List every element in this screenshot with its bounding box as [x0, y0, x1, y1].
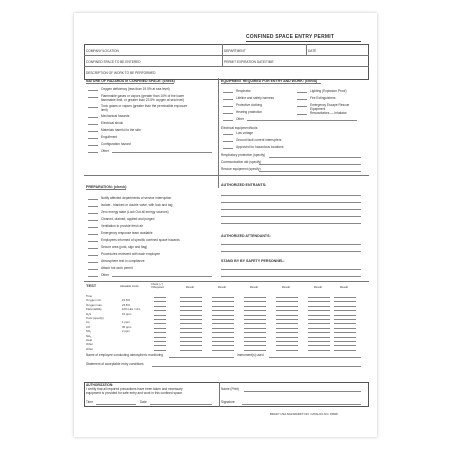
respiratory-field[interactable]: Respiratory protection (specify) — [221, 153, 266, 157]
signature-line[interactable] — [242, 404, 361, 405]
prep-item: Ventilation to provide fresh air — [101, 224, 143, 228]
test-result-blank[interactable] — [276, 319, 298, 320]
test-limit: 35 ppm — [122, 324, 132, 329]
entrants-heading: AUTHORIZED ENTRANTS: — [221, 183, 267, 187]
test-result-blank[interactable] — [244, 315, 266, 316]
test-result-blank[interactable] — [276, 345, 298, 346]
test-row-label: Oxygen max. — [86, 302, 103, 307]
test-result-blank[interactable] — [180, 310, 202, 311]
check-header: Check (✓) — [151, 283, 163, 286]
test-result-blank[interactable] — [180, 301, 202, 302]
test-result-blank[interactable] — [334, 350, 356, 351]
check-blank[interactable] — [88, 152, 98, 153]
test-result-blank[interactable] — [334, 301, 356, 302]
test-result-blank[interactable] — [276, 341, 298, 342]
check-blank[interactable] — [297, 99, 307, 100]
check-blank[interactable] — [223, 134, 233, 135]
expiration-field[interactable]: PERMIT EXPIRATION DATE/TIME — [224, 60, 274, 64]
electrical-item: Low voltage — [236, 131, 254, 135]
test-result-blank[interactable] — [276, 297, 298, 298]
check-blank[interactable] — [88, 90, 98, 91]
test-result-blank[interactable] — [276, 332, 298, 333]
test-result-blank[interactable] — [244, 306, 266, 307]
check-blank[interactable] — [88, 262, 98, 263]
test-top-divider — [84, 281, 369, 282]
entrant-line[interactable] — [221, 209, 361, 210]
test-limit: 19.5% — [122, 298, 130, 303]
instrument-line-label: Instrument(s) used — [237, 353, 264, 357]
hazard-item: Oxygen deficiency (less than 19.5% at sea level) — [101, 87, 170, 91]
test-result-blank[interactable] — [212, 323, 234, 324]
test-check-blank[interactable] — [154, 337, 166, 338]
check-blank[interactable] — [88, 248, 98, 249]
preparation-heading: PREPARATION: (check) — [86, 185, 127, 189]
authorization-heading: AUTHORIZATION: — [86, 383, 114, 387]
check-blank[interactable] — [88, 276, 98, 277]
test-result-blank[interactable] — [308, 301, 330, 302]
check-blank[interactable] — [88, 145, 98, 146]
test-check-blank[interactable] — [154, 323, 166, 324]
electrical-item: Ground fault current interrupters — [236, 138, 282, 142]
test-check-blank[interactable] — [154, 328, 166, 329]
test-result-blank[interactable] — [308, 332, 330, 333]
test-result-blank[interactable] — [212, 297, 234, 298]
attendant-line[interactable] — [221, 244, 361, 245]
result-header: Result — [282, 285, 290, 289]
test-result-blank[interactable] — [180, 315, 202, 316]
test-check-blank[interactable] — [154, 301, 166, 302]
test-result-blank[interactable] — [244, 332, 266, 333]
check-blank[interactable] — [223, 99, 233, 100]
equipment-item: Hearing protection — [236, 110, 263, 114]
check-blank[interactable] — [88, 117, 98, 118]
prep-item: Atmosphere test in compliance — [101, 259, 145, 263]
prep-item: Notify affected departments of service interruption — [101, 196, 172, 200]
test-result-blank[interactable] — [180, 332, 202, 333]
check-blank[interactable] — [223, 113, 233, 114]
test-result-blank[interactable] — [308, 306, 330, 307]
top-vertical-divider — [222, 44, 223, 66]
check-blank[interactable] — [88, 131, 98, 132]
equipment-item: Protective clothing — [236, 103, 263, 107]
test-result-blank[interactable] — [308, 345, 330, 346]
test-result-blank[interactable] — [212, 345, 234, 346]
test-result-blank[interactable] — [334, 328, 356, 329]
test-result-blank[interactable] — [334, 315, 356, 316]
test-result-blank[interactable] — [334, 306, 356, 307]
prep-item: Zero energy state (Lock Out all energy sources) — [101, 210, 169, 214]
test-result-blank[interactable] — [212, 319, 234, 320]
hazards-heading: NATURE OF HAZARDS in CONFINED SPACE: (check) — [86, 79, 175, 83]
footer-catalog: BRADY USA SIGNMARK® DIV. CATALOG NO. 45608 — [270, 412, 338, 416]
name-line[interactable] — [244, 391, 361, 392]
test-result-blank[interactable] — [212, 341, 234, 342]
prep-item: Cleaned, drained, applied and purged — [101, 217, 155, 221]
hazard-item: Mechanical hazards — [101, 114, 130, 118]
check-blank[interactable] — [223, 148, 233, 149]
prep-item: Procedures reviewed with each employee — [101, 252, 160, 256]
company-field[interactable]: COMPANY/LOCATION — [86, 49, 119, 53]
test-result-blank[interactable] — [334, 310, 356, 311]
electrical-label: Electrical equipment/tools — [221, 126, 258, 130]
test-result-blank[interactable] — [276, 350, 298, 351]
authorization-text: I certify that all required precautions have been taken and necessary — [86, 387, 183, 391]
test-result-blank[interactable] — [308, 341, 330, 342]
auth-divider — [219, 382, 220, 407]
test-result-blank[interactable] — [212, 337, 234, 338]
equipment-item: Lighting (Explosion Proof) — [310, 89, 347, 93]
if-required-header: If Required — [151, 286, 164, 289]
test-check-blank[interactable] — [154, 297, 166, 298]
check-blank[interactable] — [88, 213, 98, 214]
other-blank[interactable] — [112, 152, 212, 153]
top-divider-1 — [84, 55, 369, 56]
test-result-blank[interactable] — [180, 328, 202, 329]
test-result-blank[interactable] — [308, 323, 330, 324]
test-result-blank[interactable] — [212, 315, 234, 316]
check-blank[interactable] — [223, 141, 233, 142]
prep-item: Isolate - blanked or double valve, with lock and tag — [101, 203, 173, 207]
check-blank[interactable] — [88, 227, 98, 228]
prep-item: Other — [101, 273, 109, 277]
check-blank[interactable] — [88, 124, 98, 125]
check-blank[interactable] — [223, 106, 233, 107]
test-result-blank[interactable] — [308, 350, 330, 351]
test-result-blank[interactable] — [334, 323, 356, 324]
prep-item: Attach hot work permit — [101, 266, 133, 270]
check-blank[interactable] — [297, 114, 307, 115]
check-blank[interactable] — [88, 234, 98, 235]
test-result-blank[interactable] — [180, 337, 202, 338]
test-result-blank[interactable] — [244, 345, 266, 346]
hazard-item: Flammable gases or vapors (greater than 10% of the lower — [101, 94, 185, 98]
time-field[interactable]: Time — [86, 400, 93, 404]
section-divider — [218, 78, 219, 188]
test-result-blank[interactable] — [244, 328, 266, 329]
test-result-blank[interactable] — [308, 310, 330, 311]
equipment-heading: EQUIPMENT REQUIRED FOR ENTRY AND WORK: (check) — [221, 79, 318, 83]
test-result-blank[interactable] — [334, 297, 356, 298]
form-title: CONFINED SPACE ENTRY PERMIT — [246, 34, 335, 40]
test-limit: 1 ppm — [122, 320, 130, 325]
test-row-label: Flammability — [86, 307, 102, 312]
title-underline — [246, 41, 361, 42]
equipment-item: Equipment — [310, 107, 326, 111]
instrument-line[interactable] — [269, 357, 361, 358]
time-line[interactable] — [96, 404, 136, 405]
hazard-item: limit) — [101, 108, 108, 112]
test-row-label: Cl₂ — [86, 320, 90, 325]
hazard-item: Toxic gases or vapors (greater than the permissible exposure — [101, 104, 188, 108]
fill-line[interactable] — [269, 157, 361, 158]
date-auth-field[interactable]: Date — [140, 400, 147, 404]
date-field[interactable]: DATE — [308, 49, 317, 53]
test-result-blank[interactable] — [244, 301, 266, 302]
result-header: Result — [218, 285, 226, 289]
equipment-item: Lifeline and safety harness — [236, 96, 274, 100]
entrant-line[interactable] — [221, 223, 361, 224]
test-check-blank[interactable] — [154, 345, 166, 346]
test-result-blank[interactable] — [180, 297, 202, 298]
check-blank[interactable] — [297, 92, 307, 93]
signature-field[interactable]: Signature — [221, 400, 235, 404]
test-check-blank[interactable] — [154, 341, 166, 342]
test-result-blank[interactable] — [276, 310, 298, 311]
test-heading: TEST — [86, 283, 97, 288]
hazard-item: Engulfment — [101, 135, 118, 139]
check-blank[interactable] — [88, 199, 98, 200]
test-result-blank[interactable] — [308, 337, 330, 338]
test-row-label: SO₂ — [86, 329, 92, 334]
test-result-blank[interactable] — [276, 315, 298, 316]
authorization-text: equipment is provided for safe entry and work in this confined space. — [86, 391, 183, 395]
test-row-label: Heat — [86, 338, 92, 342]
top-vertical-divider-2 — [306, 44, 307, 55]
check-blank[interactable] — [88, 269, 98, 270]
allowable-header: Allowable Limits — [120, 285, 139, 288]
test-result-blank[interactable] — [276, 337, 298, 338]
test-result-blank[interactable] — [244, 319, 266, 320]
test-check-blank[interactable] — [154, 315, 166, 316]
test-row-label: NH₃ — [86, 333, 92, 338]
result-header: Result — [340, 285, 348, 289]
test-row-label: Other — [86, 342, 93, 347]
rescue-field[interactable]: Rescue equipment (specify) — [221, 167, 261, 171]
test-row-label: Toxic (specify) — [86, 316, 104, 320]
test-result-blank[interactable] — [244, 297, 266, 298]
date-line[interactable] — [150, 404, 212, 405]
test-result-blank[interactable] — [180, 345, 202, 346]
test-result-blank[interactable] — [276, 301, 298, 302]
test-result-blank[interactable] — [212, 301, 234, 302]
test-result-blank[interactable] — [334, 337, 356, 338]
test-check-blank[interactable] — [154, 310, 166, 311]
test-result-blank[interactable] — [276, 328, 298, 329]
other-blank[interactable] — [247, 120, 357, 121]
check-blank[interactable] — [88, 97, 98, 98]
test-limit: 10% LEL / LFL — [122, 307, 141, 312]
test-row-label: CO — [86, 324, 91, 329]
test-result-blank[interactable] — [180, 323, 202, 324]
test-row-label: Time — [86, 294, 93, 298]
check-blank[interactable] — [88, 220, 98, 221]
check-blank[interactable] — [223, 92, 233, 93]
hazard-item: Materials harmful to the skin — [101, 128, 141, 132]
test-result-blank[interactable] — [212, 332, 234, 333]
test-result-blank[interactable] — [308, 297, 330, 298]
test-row-label: Oxygen min. — [86, 298, 102, 303]
test-limit: 2 ppm — [122, 329, 130, 334]
test-result-blank[interactable] — [244, 337, 266, 338]
test-result-blank[interactable] — [244, 323, 266, 324]
equipment-item: Fire Extinguishers — [310, 96, 336, 100]
test-result-blank[interactable] — [244, 310, 266, 311]
hazard-item: flammable limit, or greater than 23.5% oxygen at sea level) — [101, 98, 185, 102]
equipment-item: Respirator — [236, 89, 251, 93]
test-limit: 23.5% — [122, 302, 130, 307]
check-blank[interactable] — [88, 206, 98, 207]
test-result-blank[interactable] — [334, 345, 356, 346]
entrant-line[interactable] — [221, 216, 361, 217]
description-field[interactable]: DESCRIPTION OF WORK TO BE PERFORMED — [86, 71, 156, 75]
hazard-item: Configuration hazard — [101, 142, 131, 146]
equipment-item: Emergency Escape Rescue — [310, 103, 350, 107]
test-check-blank[interactable] — [154, 319, 166, 320]
name-print-field[interactable]: Name (Print) — [221, 387, 240, 391]
test-result-blank[interactable] — [334, 319, 356, 320]
test-result-blank[interactable] — [334, 341, 356, 342]
test-check-blank[interactable] — [154, 332, 166, 333]
test-row-label: Other — [86, 346, 93, 351]
hazards-heading-underline — [86, 83, 174, 84]
test-result-blank[interactable] — [334, 332, 356, 333]
standby-line[interactable] — [221, 276, 361, 277]
test-result-blank[interactable] — [180, 341, 202, 342]
test-row-label: H₂S — [86, 311, 91, 316]
test-limit: 10 ppm — [122, 311, 132, 316]
test-check-blank[interactable] — [154, 350, 166, 351]
standby-heading: STAND BY BY SAFETY PERSONNEL: — [221, 259, 285, 263]
prep-item: Emergency response team available — [101, 231, 153, 235]
result-header: Result — [314, 285, 322, 289]
test-result-blank[interactable] — [212, 306, 234, 307]
attendant-line[interactable] — [221, 251, 361, 252]
test-result-blank[interactable] — [244, 350, 266, 351]
employee-line[interactable] — [169, 357, 234, 358]
standby-line[interactable] — [221, 269, 361, 270]
equipment-item: Resuscitators — Inhalator — [310, 111, 347, 115]
hazard-item: Other — [101, 149, 109, 153]
electrical-item: Approved for hazardous locations — [236, 145, 284, 149]
check-blank[interactable] — [223, 120, 233, 121]
test-result-blank[interactable] — [308, 315, 330, 316]
other-blank[interactable] — [112, 276, 212, 277]
result-header: Result — [186, 285, 194, 289]
hazard-item: Electrical shock — [101, 121, 124, 125]
test-result-blank[interactable] — [180, 306, 202, 307]
check-blank[interactable] — [88, 255, 98, 256]
space-field[interactable]: CONFINED SPACE TO BE ENTERED — [86, 60, 141, 64]
test-result-blank[interactable] — [212, 328, 234, 329]
test-result-blank[interactable] — [276, 306, 298, 307]
top-divider-2 — [84, 66, 369, 67]
test-result-blank[interactable] — [212, 350, 234, 351]
test-result-blank[interactable] — [212, 310, 234, 311]
test-result-blank[interactable] — [180, 319, 202, 320]
check-blank[interactable] — [297, 106, 307, 107]
statement-line[interactable] — [152, 366, 361, 367]
check-blank[interactable] — [88, 241, 98, 242]
check-blank[interactable] — [88, 138, 98, 139]
test-result-blank[interactable] — [244, 341, 266, 342]
check-blank[interactable] — [88, 107, 98, 108]
prep-item: Employees informed of specific confined space hazards — [101, 238, 180, 242]
attendants-heading: AUTHORIZED ATTENDANTS: — [221, 234, 271, 238]
equipment-item: Other — [236, 117, 244, 121]
permit-sheet — [74, 13, 377, 437]
fill-line[interactable] — [259, 171, 361, 172]
test-result-blank[interactable] — [276, 323, 298, 324]
statement-line-label: Statement of acceptable entry conditions — [86, 362, 144, 366]
test-result-blank[interactable] — [180, 350, 202, 351]
equipment-heading-underline — [221, 83, 321, 84]
entrant-line[interactable] — [221, 195, 361, 196]
prep-top-divider — [84, 175, 369, 176]
entrant-line[interactable] — [221, 202, 361, 203]
test-result-blank[interactable] — [308, 319, 330, 320]
department-field[interactable]: DEPARTMENT — [224, 49, 246, 53]
prep-item: Secure area (post, sign and flag) — [101, 245, 148, 249]
test-check-blank[interactable] — [154, 306, 166, 307]
prep-heading-underline — [86, 189, 126, 190]
employee-line-label: Name of employee conducting atmospheric monitoring — [86, 353, 164, 357]
test-result-blank[interactable] — [308, 328, 330, 329]
communication-field[interactable]: Communication aid (specify) — [221, 160, 262, 164]
result-header: Result — [250, 285, 258, 289]
fill-line[interactable] — [259, 164, 361, 165]
